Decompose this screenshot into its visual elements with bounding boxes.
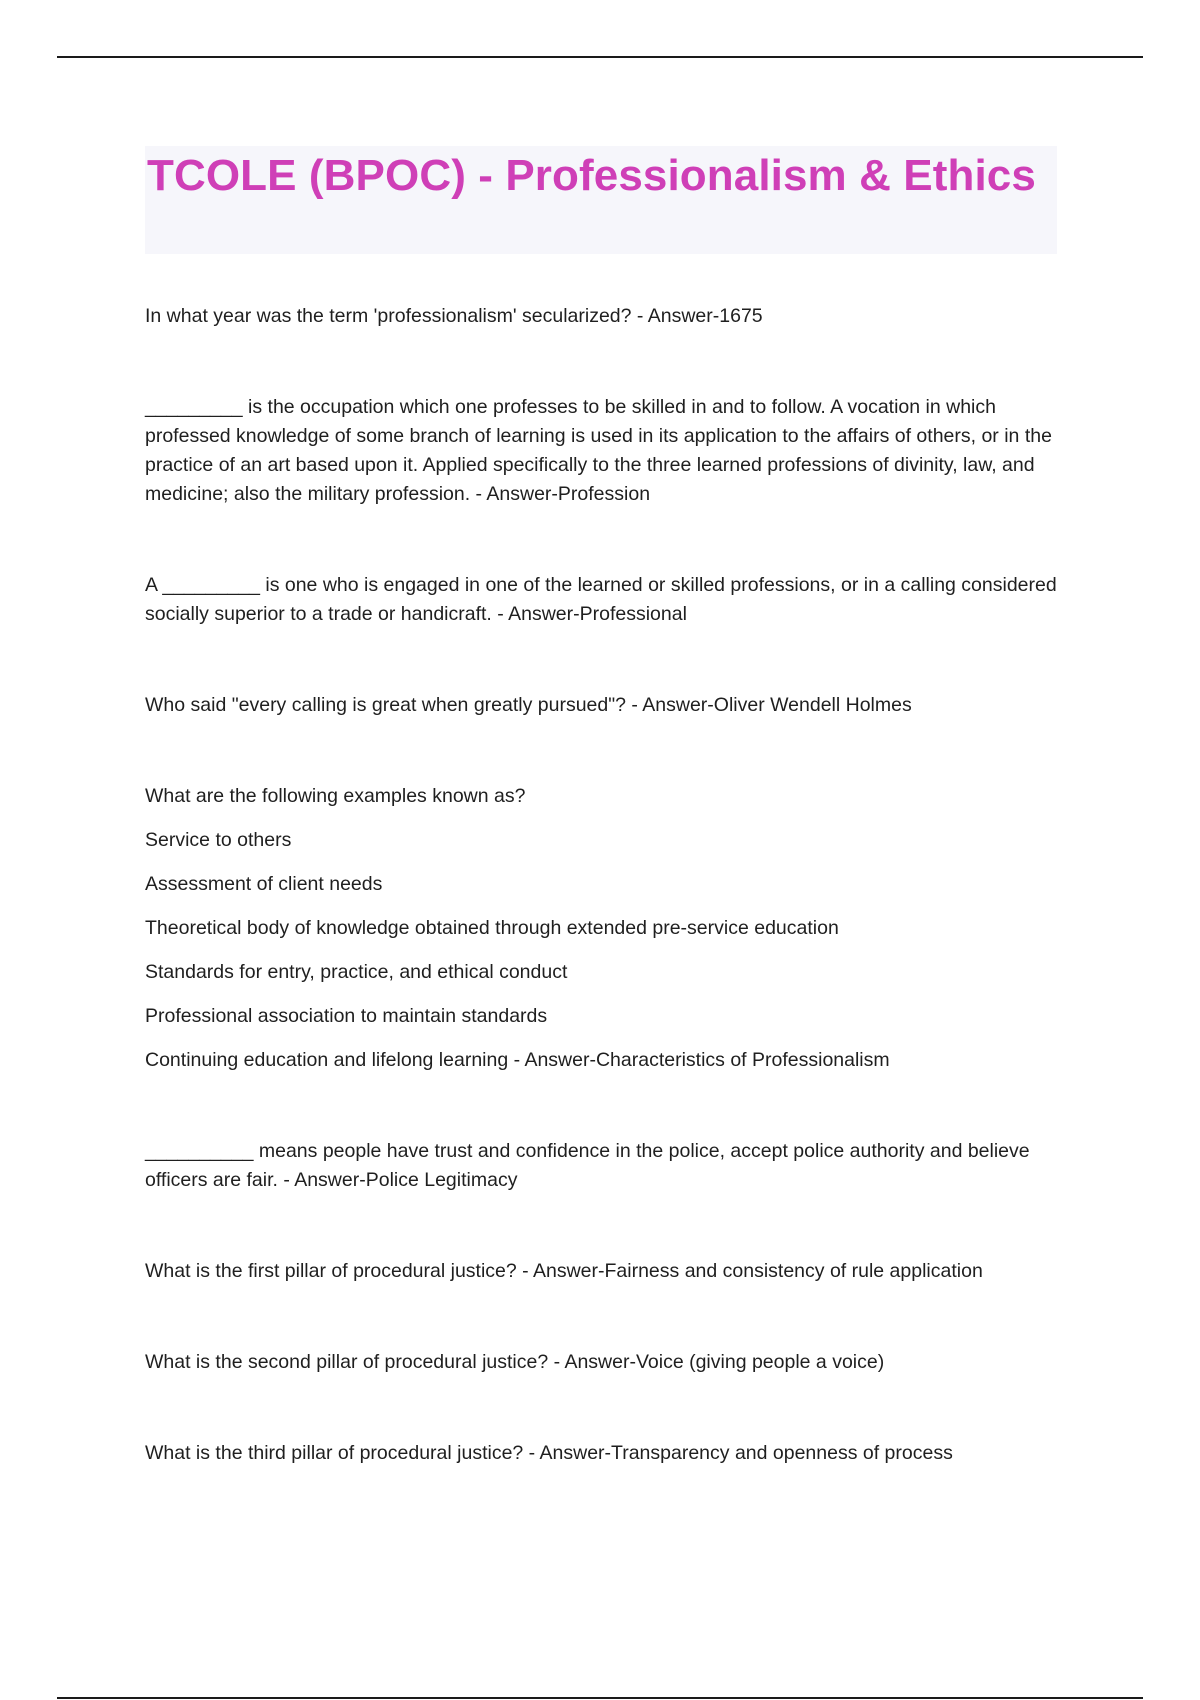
qa-item-1	[145, 302, 1057, 331]
document-title: TCOLE (BPOC) - Professionalism & Ethics	[147, 151, 1036, 200]
qa-item-4	[145, 691, 1057, 720]
bottom-rule	[57, 1697, 1143, 1699]
qa-text: Who said "every calling is great when greatly pursued"? - Answer-Oliver Wendell Holmes	[145, 694, 912, 716]
qa-example-line: Professional association to maintain standards	[145, 1005, 548, 1027]
top-rule	[57, 56, 1143, 58]
qa-item-8	[145, 1348, 1057, 1377]
title-banner	[145, 146, 1057, 254]
qa-item-2	[145, 393, 1057, 509]
qa-item-6	[145, 1137, 1057, 1195]
qa-item-9	[145, 1439, 1057, 1468]
qa-example-line: Standards for entry, practice, and ethical conduct	[145, 961, 568, 983]
qa-text: What is the first pillar of procedural justice? - Answer-Fairness and consistency of rule application	[145, 1260, 983, 1282]
qa-text: __________ means people have trust and confidence in the police, accept police authority and believe officers are fair. - Answer-Police Legitimacy	[145, 1140, 1030, 1191]
document-body	[145, 146, 1057, 1530]
qa-answer-line: Continuing education and lifelong learning - Answer-Characteristics of Professionalism	[145, 1049, 890, 1071]
qa-text: A _________ is one who is engaged in one of the learned or skilled professions, or in a calling considered socially superior to a trade or handicraft. - Answer-Professional	[145, 574, 1057, 625]
qa-example-line: Assessment of client needs	[145, 873, 383, 895]
qa-text: What is the second pillar of procedural justice? - Answer-Voice (giving people a voice)	[145, 1351, 885, 1373]
qa-example-line: Service to others	[145, 829, 292, 851]
qa-item-3	[145, 571, 1057, 629]
qa-text: What is the third pillar of procedural justice? - Answer-Transparency and openness of process	[145, 1442, 953, 1464]
qa-example-line: Theoretical body of knowledge obtained through extended pre-service education	[145, 917, 839, 939]
qa-text: In what year was the term 'professionalism' secularized? - Answer-1675	[145, 305, 763, 327]
qa-question-line: What are the following examples known as?	[145, 785, 526, 807]
qa-item-7	[145, 1257, 1057, 1286]
qa-item-5	[145, 782, 1057, 1075]
qa-list	[145, 302, 1057, 1468]
qa-text: _________ is the occupation which one professes to be skilled in and to follow. A vocation in which professed knowledge of some branch of learning is used in its application to the affairs of others, or in the practice of an art based upon it. Applied specifically to the three learned professions of divinity, law, and medicine; also the military profession. - Answer-Profession	[145, 396, 1052, 505]
